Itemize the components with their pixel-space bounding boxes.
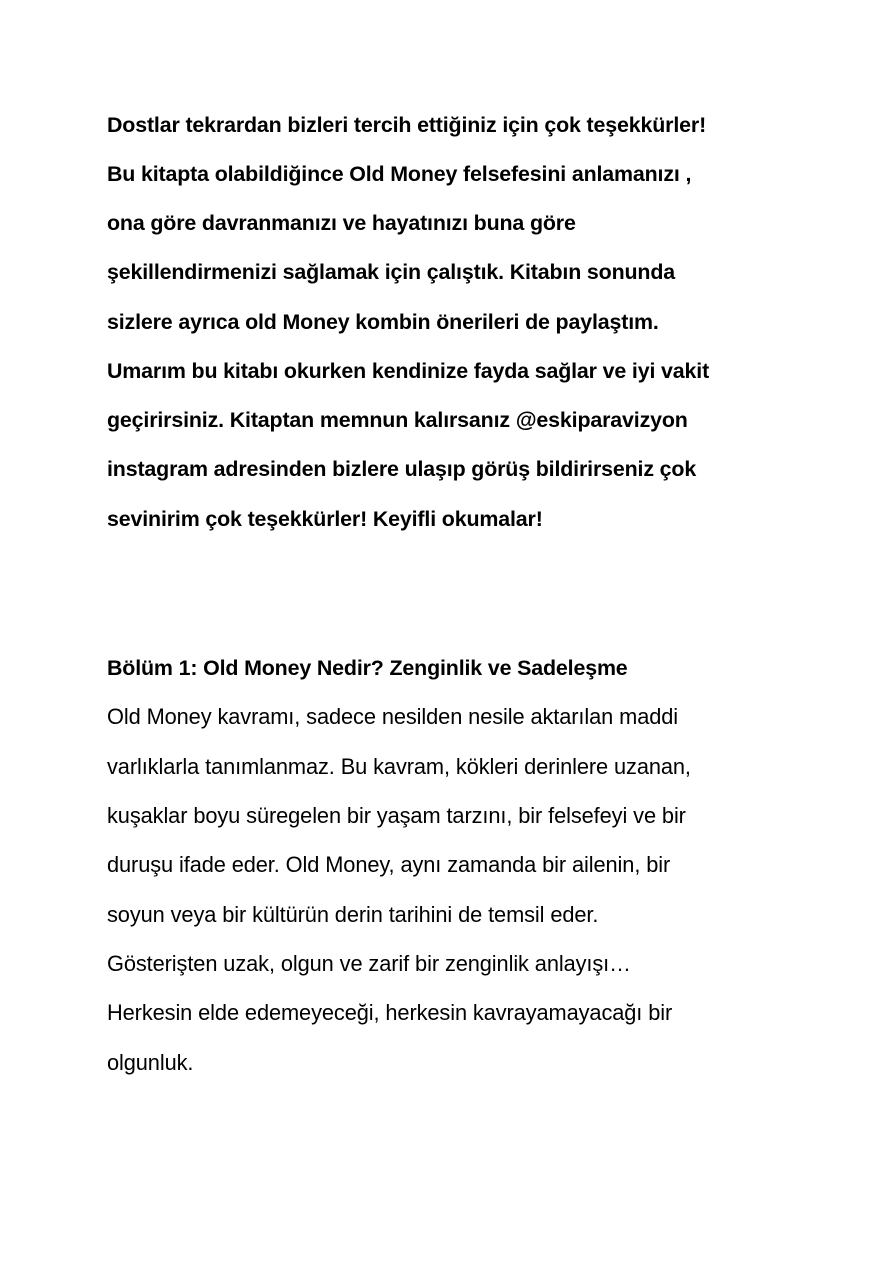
body-line: kuşaklar boyu süregelen bir yaşam tarzını, bir felsefeyi ve bir: [107, 803, 686, 828]
body-line: olgunluk.: [107, 1050, 194, 1075]
intro-line: Bu kitapta olabildiğince Old Money felsefesini anlamanızı ,: [107, 162, 692, 186]
body-line: Old Money kavramı, sadece nesilden nesile aktarılan maddi: [107, 704, 679, 729]
intro-line: Umarım bu kitabı okurken kendinize fayda sağlar ve iyi vakit: [107, 359, 710, 383]
intro-line: şekillendirmenizi sağlamak için çalıştık. Kitabın sonunda: [107, 260, 675, 284]
intro-line: Dostlar tekrardan bizleri tercih ettiğiniz için çok teşekkürler!: [107, 113, 707, 137]
body-line: varlıklarla tanımlanmaz. Bu kavram, kökleri derinlere uzanan,: [107, 754, 691, 779]
intro-line: instagram adresinden bizlere ulaşıp görüş bildirirseniz çok: [107, 457, 697, 481]
body-line: soyun veya bir kültürün derin tarihini de temsil eder.: [107, 902, 599, 927]
intro-line: geçirirsiniz. Kitaptan memnun kalırsanız @eskiparavizyon: [107, 408, 688, 432]
body-line: duruşu ifade eder. Old Money, aynı zamanda bir ailenin, bir: [107, 852, 671, 877]
body-line: Gösterişten uzak, olgun ve zarif bir zenginlik anlayışı…: [107, 951, 631, 976]
chapter-heading: Bölüm 1: Old Money Nedir? Zenginlik ve Sadeleşme: [107, 656, 628, 680]
intro-line: ona göre davranmanızı ve hayatınızı buna göre: [107, 211, 576, 235]
intro-line: sevinirim çok teşekkürler! Keyifli okumalar!: [107, 507, 543, 531]
body-line: Herkesin elde edemeyeceği, herkesin kavrayamayacağı bir: [107, 1000, 673, 1025]
intro-line: sizlere ayrıca old Money kombin önerileri de paylaştım.: [107, 310, 659, 334]
